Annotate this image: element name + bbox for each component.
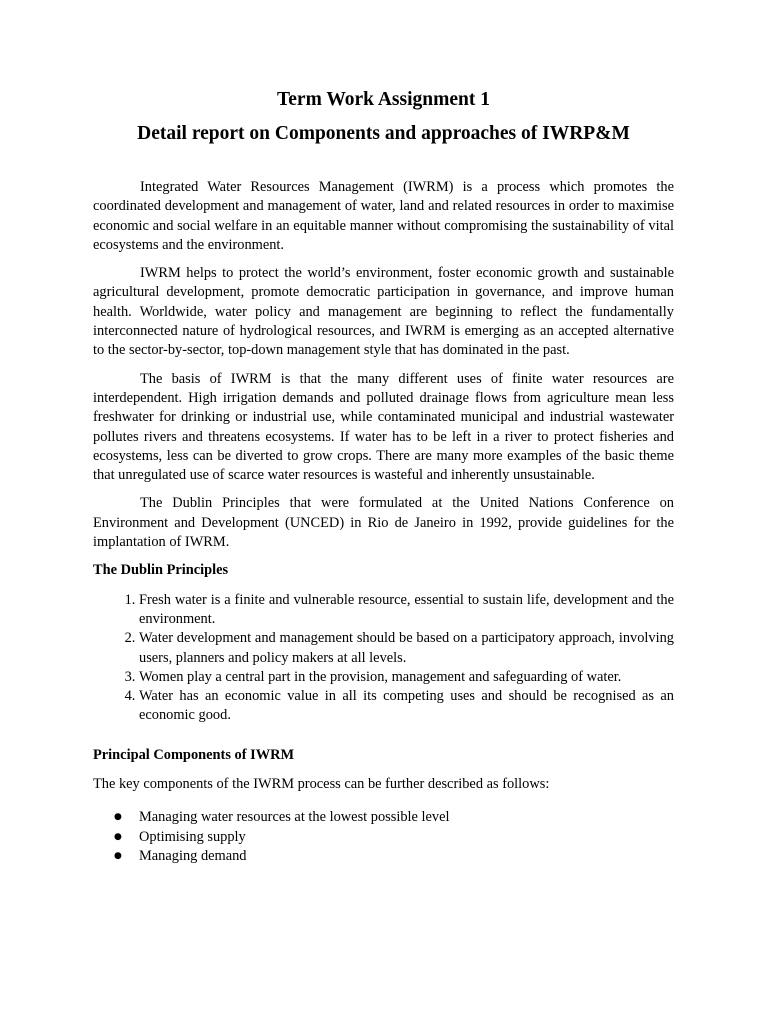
bullet-icon: ● [114,831,122,842]
list-item: 1. Fresh water is a finite and vulnerable resource, essential to sustain life, development and the environment. [139,591,674,630]
list-item [114,828,674,847]
dublin-principles-heading: The Dublin Principles [93,562,229,579]
list-item: 3. Women play a central part in the provision, management and safeguarding of water. [139,668,674,687]
components-intro: The key components of the IWRM process can be further described as follows: [93,776,550,793]
bullet-icon: ● [114,812,122,823]
bullet-icon: ● [114,850,122,861]
document-subtitle: Detail report on Components and approaches of IWRP&M [137,123,630,144]
paragraph: Integrated Water Resources Management (IWRM) is a process which promotes the coordinated development and management of water, land and related resources in order to maximise economic and social welfare in an equitable manner without compromising the sustainability of vital ecosystems and the environment. [93,179,674,253]
paragraph: The Dublin Principles that were formulated at the United Nations Conference on Environment and Development (UNCED) in Rio de Janeiro in 1992, provide guidelines for the implantation of IWRM. [93,495,674,551]
list-item [114,808,674,827]
list-item-text: Managing demand [139,847,247,864]
components-list [93,808,674,866]
document-body [93,178,674,866]
list-item [114,847,674,866]
list-item-text: Managing water resources at the lowest possible level [139,809,450,826]
dublin-principles-list [93,591,674,726]
paragraph: The basis of IWRM is that the many different uses of finite water resources are interdependent. High irrigation demands and polluted drainage flows from agriculture mean less freshwater for drinking or industrial use, while contaminated municipal and industrial wastewater pollutes rivers and threatens ecosystems. If water has to be left in a river to protect fisheries and ecosystems, less can be diverted to grow crops. There are many more examples of the basic theme that unregulated use of scarce water resources is wasteful and inherently unsustainable. [93,370,674,484]
list-item-text: Optimising supply [139,828,246,845]
list-item: 4. Water has an economic value in all its competing uses and should be recognised as an economic good. [139,687,674,726]
paragraph: IWRM helps to protect the world’s environment, foster economic growth and sustainable agricultural development, promote democratic participation in governance, and improve human health. Worldwide, water policy and management are beginning to reflect the fundamentally interconnected nature of hydrological resources, and IWRM is emerging as an accepted alternative to the sector-by-sector, top-down management style that has dominated in the past. [93,265,674,359]
components-heading: Principal Components of IWRM [93,746,295,763]
list-item: 2. Water development and management should be based on a participatory approach, involving users, planners and policy makers at all levels. [139,629,674,668]
document-title: Term Work Assignment 1 [277,89,490,110]
